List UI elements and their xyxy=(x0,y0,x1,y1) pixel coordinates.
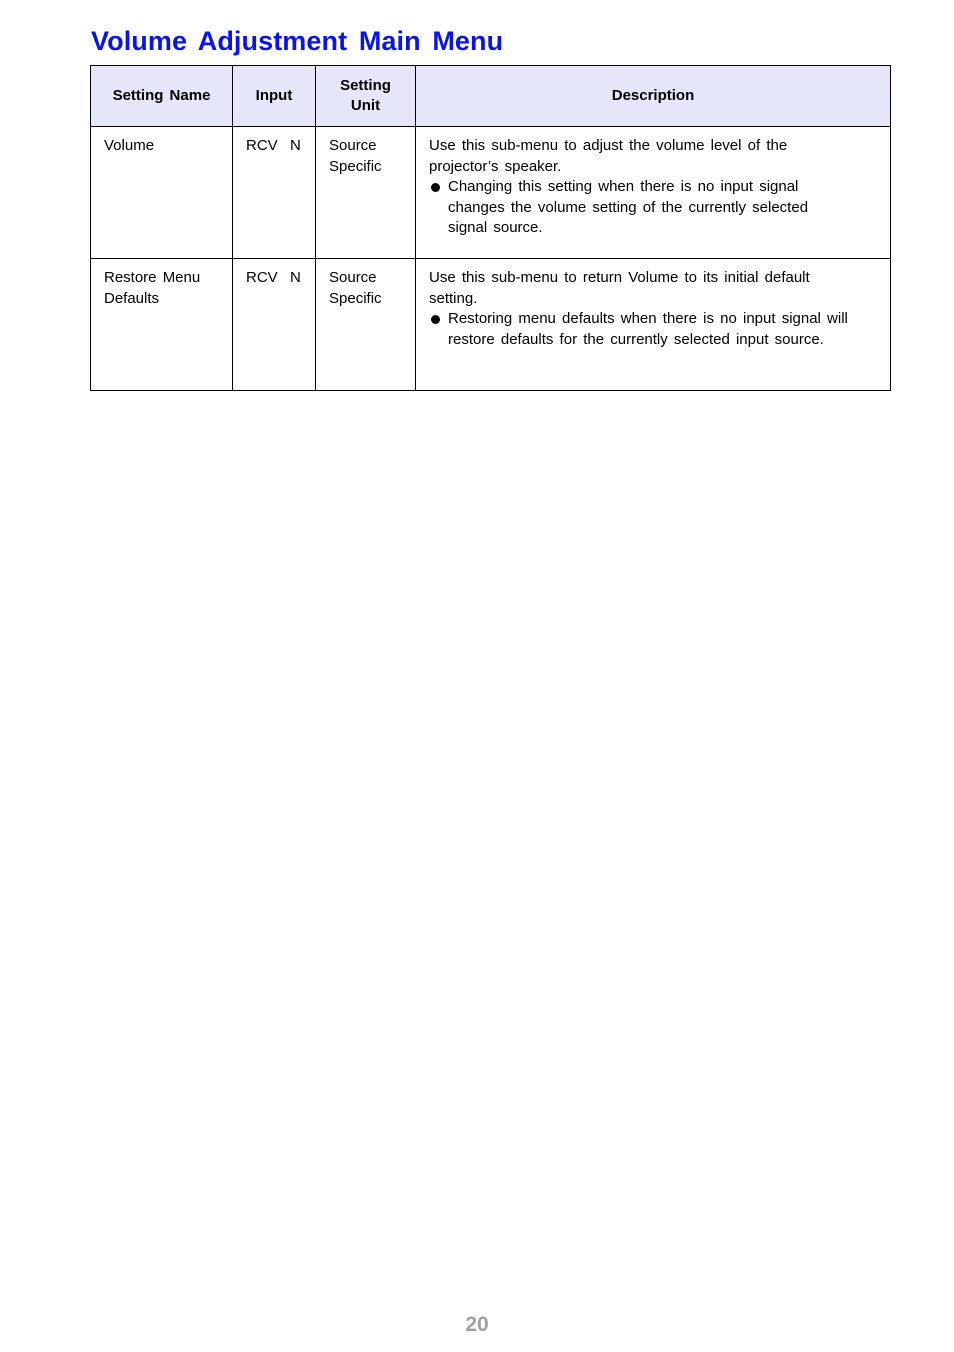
header-setting-name: Setting Name xyxy=(91,66,233,127)
cell-setting-name: Restore Menu Defaults xyxy=(91,259,233,391)
page-number: 20 xyxy=(465,1313,489,1336)
description-bullet xyxy=(429,309,850,350)
bullet-dot-icon xyxy=(431,315,440,324)
cell-input: RCV N xyxy=(233,127,316,259)
header-setting-unit-label: Setting Unit xyxy=(340,77,391,114)
header-input: Input xyxy=(233,66,316,127)
cell-setting-unit: Source Specific xyxy=(316,259,416,391)
description-bullet xyxy=(429,177,850,239)
description-text: Use this sub-menu to return Volume to its initial default setting. xyxy=(429,269,810,307)
description-text: Use this sub-menu to adjust the volume level of the projector’s speaker. xyxy=(429,137,788,175)
bullet-text: Restoring menu defaults when there is no input signal will restore defaults for the currently selected input source. xyxy=(448,310,848,348)
table-row xyxy=(91,127,891,259)
bullet-text: Changing this setting when there is no input signal changes the volume setting of the currently selected signal source. xyxy=(448,178,809,236)
cell-input: RCV N xyxy=(233,259,316,391)
bullet-dot-icon xyxy=(431,183,440,192)
header-setting-unit xyxy=(316,66,416,127)
table-header-row xyxy=(91,66,891,127)
page-title: Volume Adjustment Main Menu xyxy=(91,26,504,56)
cell-setting-name: Volume xyxy=(91,127,233,259)
header-description: Description xyxy=(416,66,891,127)
settings-table xyxy=(90,65,891,391)
cell-setting-unit: Source Specific xyxy=(316,127,416,259)
cell-description xyxy=(416,127,891,259)
cell-description xyxy=(416,259,891,391)
table-row xyxy=(91,259,891,391)
